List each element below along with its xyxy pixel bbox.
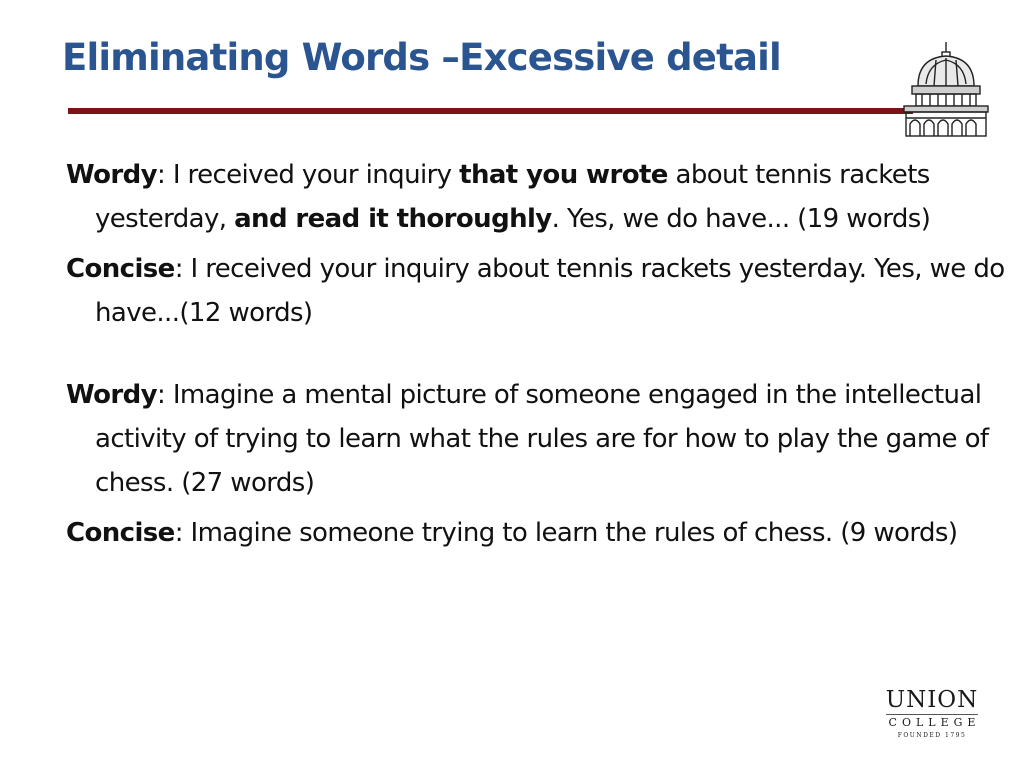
label-concise: Concise (66, 518, 175, 548)
bullet-concise-1: Concise: I received your inquiry about tennis rackets yesterday. Yes, we do have...(12 words) (66, 254, 1005, 328)
logo-college-text: COLLEGE (888, 716, 981, 729)
bullet-wordy-1: Wordy: I received your inquiry that you wrote about tennis rackets yesterday, and read it thoroughly. Yes, we do have... (19 words) (66, 160, 931, 234)
slide-title: Eliminating Words –Excessive detail (62, 36, 781, 79)
dome-building-icon (900, 40, 992, 138)
title-divider (68, 108, 913, 114)
logo-founded-text: FOUNDED 1795 (897, 732, 967, 739)
label-wordy: Wordy (66, 160, 157, 190)
bullet-wordy-2: Wordy: Imagine a mental picture of someone engaged in the intellectual activity of trying to learn what the rules are for how to play the game of chess. (27 words) (66, 380, 989, 498)
union-college-logo (882, 688, 982, 742)
slide-body (66, 153, 1006, 561)
logo-union-text: UNION (885, 687, 979, 713)
label-concise: Concise (66, 254, 175, 284)
label-wordy: Wordy (66, 380, 157, 410)
bullet-concise-2: Concise: Imagine someone trying to learn the rules of chess. (9 words) (66, 518, 958, 548)
